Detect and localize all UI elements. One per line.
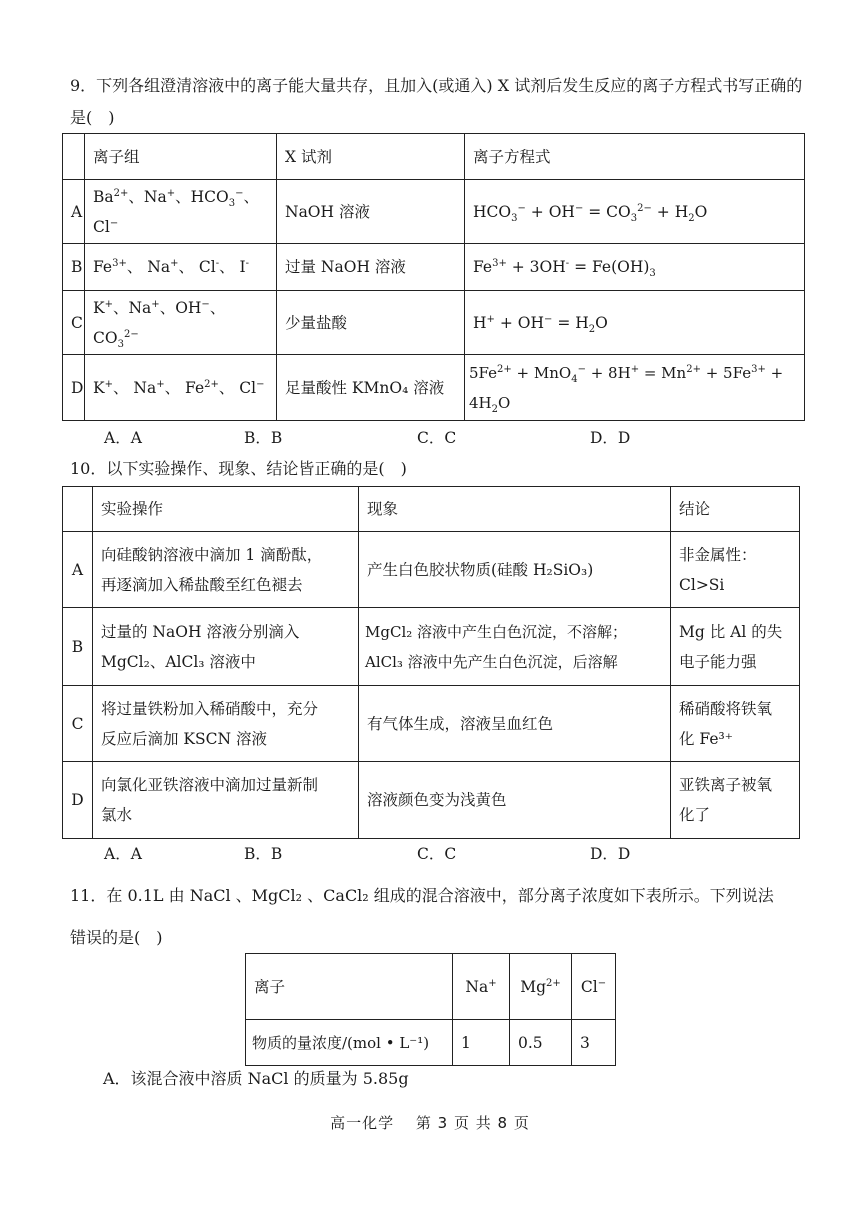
operation-line: 氯水 <box>101 806 133 824</box>
conclusion-line: 亚铁离子被氧 <box>679 776 773 794</box>
option-b[interactable]: B．B <box>244 845 283 863</box>
phenomenon-cell <box>359 608 671 686</box>
operation-line: 再逐滴加入稀盐酸至红色褪去 <box>101 575 303 594</box>
row-letter: D <box>63 762 93 839</box>
operation-cell <box>93 762 359 839</box>
q11-option-a[interactable]: A．该混合液中溶质 NaCl 的质量为 5.85g <box>103 1069 409 1088</box>
table-header-row <box>63 134 805 180</box>
table-row <box>63 762 800 839</box>
ion-mg-cell: $Mg^{2+}$ <box>510 954 572 1020</box>
row-letter: C <box>63 686 93 762</box>
header-phenomenon: 现象 <box>359 487 671 532</box>
conclusion-cell <box>671 532 800 608</box>
ion-group-cell: K+、Na+、OH−、$CO_3^{2-}$ <box>85 291 277 355</box>
q11-stem-line2: 错误的是( ) <box>70 928 163 947</box>
conclusion-line: 非金属性： <box>679 545 757 564</box>
option-a[interactable]: A．A <box>104 429 142 447</box>
ion-group-cell: $Fe^{3+}$、 Na+、 Cl-、 I- <box>85 244 277 291</box>
equation-cell: $H^+ + OH^- = H_2O$ <box>465 291 805 355</box>
phenomenon-cell <box>359 686 671 762</box>
page-footer: 高一化学 第 3 页 共 8 页 <box>330 1114 530 1132</box>
row-letter: A <box>63 180 85 244</box>
operation-line: MgCl₂、AlCl₃ 溶液中 <box>101 652 256 671</box>
option-d[interactable]: D．D <box>590 845 631 863</box>
equation-cell: $Fe^{3+} + 3OH^- = Fe(OH)_3$ <box>465 244 805 291</box>
table-row <box>63 686 800 762</box>
conclusion-line: 稀硝酸将铁氧 <box>679 699 773 718</box>
ion-na-cell: Na+ <box>453 954 510 1020</box>
table-row <box>63 608 800 686</box>
equation-cell: $HCO_3^- + OH^- = CO_3^{2-} + H_2O$ <box>465 180 805 244</box>
conclusion-line: Mg 比 Al 的失 <box>679 622 783 641</box>
row-letter: B <box>63 244 85 291</box>
q10-options <box>104 842 744 866</box>
phenomenon-line: 产生白色胶状物质(硅酸 H₂SiO₃) <box>367 560 594 579</box>
q11-stem-line1: 11．在 0.1L 由 NaCl 、MgCl₂ 、CaCl₂ 组成的混合溶液中，部分离子浓度如下表所示。下列说法 <box>70 886 774 905</box>
table-row <box>63 355 805 421</box>
conclusion-cell <box>671 686 800 762</box>
option-d[interactable]: D．D <box>590 429 631 447</box>
header-conclusion: 结论 <box>671 487 800 532</box>
conclusion-line: 化了 <box>679 806 711 824</box>
table-row <box>63 244 805 291</box>
header-reagent: X 试剂 <box>277 134 465 180</box>
operation-line: 过量的 NaOH 溶液分别滴入 <box>101 622 300 641</box>
q10-table <box>62 486 800 839</box>
q9-stem: 9．下列各组澄清溶液中的离子能大量共存，且加入(或通入) X 试剂后发生反应的离子方程式书写正确的是( ) <box>70 76 803 127</box>
conclusion-cell <box>671 762 800 839</box>
option-b[interactable]: B．B <box>244 429 283 447</box>
phenomenon-cell <box>359 532 671 608</box>
operation-cell <box>93 686 359 762</box>
option-a[interactable]: A．A <box>104 845 142 863</box>
q9-options <box>104 426 744 450</box>
phenomenon-cell <box>359 762 671 839</box>
conclusion-line: 化 Fe³⁺ <box>679 729 733 748</box>
conclusion-line: Cl>Si <box>679 575 725 594</box>
concentration-mg-cell: 0.5 <box>510 1020 572 1066</box>
table-header-row <box>63 487 800 532</box>
table-row <box>63 291 805 355</box>
phenomenon-line: AlCl₃ 溶液中先产生白色沉淀，后溶解 <box>365 652 618 671</box>
header-equation: 离子方程式 <box>465 134 805 180</box>
corner-cell <box>63 134 85 180</box>
row-letter: D <box>63 355 85 421</box>
row-letter: C <box>63 291 85 355</box>
reagent-cell: 足量酸性 KMnO₄ 溶液 <box>277 355 465 421</box>
option-c[interactable]: C．C <box>417 429 457 447</box>
row-letter: B <box>63 608 93 686</box>
reagent-cell: 过量 NaOH 溶液 <box>277 244 465 291</box>
concentration-cl-cell: 3 <box>572 1020 616 1066</box>
conclusion-line: 电子能力强 <box>679 652 757 671</box>
table-row <box>63 180 805 244</box>
header-ion-group: 离子组 <box>85 134 277 180</box>
operation-cell <box>93 532 359 608</box>
reagent-cell: NaOH 溶液 <box>277 180 465 244</box>
reagent-cell: 少量盐酸 <box>277 291 465 355</box>
phenomenon-line: 溶液颜色变为浅黄色 <box>367 791 507 809</box>
phenomenon-line: 有气体生成，溶液呈血红色 <box>367 714 554 733</box>
ion-group-cell: K+、 Na+、 $Fe^{2+}$、 Cl− <box>85 355 277 421</box>
q9-table <box>62 133 805 421</box>
conclusion-cell <box>671 608 800 686</box>
operation-line: 将过量铁粉加入稀硝酸中，充分 <box>101 699 319 718</box>
table-row <box>246 1020 616 1066</box>
operation-line: 向硅酸钠溶液中滴加 1 滴酚酞， <box>101 545 323 564</box>
ion-cl-cell: Cl− <box>572 954 616 1020</box>
concentration-na-cell: 1 <box>453 1020 510 1066</box>
row-letter: A <box>63 532 93 608</box>
operation-line: 反应后滴加 KSCN 溶液 <box>101 729 267 748</box>
ion-group-cell: $Ba^{2+}$、Na+、$HCO_3^-$、Cl− <box>85 180 277 244</box>
operation-cell <box>93 608 359 686</box>
phenomenon-line: MgCl₂ 溶液中产生白色沉淀，不溶解； <box>365 622 628 641</box>
q11-table <box>245 953 616 1066</box>
q10-stem: 10．以下实验操作、现象、结论皆正确的是( ) <box>70 459 407 478</box>
table-row <box>63 532 800 608</box>
header-operation: 实验操作 <box>93 487 359 532</box>
operation-line: 向氯化亚铁溶液中滴加过量新制 <box>101 776 319 794</box>
equation-cell: $5Fe^{2+} + MnO_4^- + 8H^+ = Mn^{2+} + 5Fe^{3+} + 4H_2O$ <box>465 355 805 421</box>
option-c[interactable]: C．C <box>417 845 457 863</box>
corner-cell <box>63 487 93 532</box>
table-row <box>246 954 616 1020</box>
concentration-label-cell: 物质的量浓度/(mol • L⁻¹) <box>246 1020 453 1066</box>
ion-label-cell: 离子 <box>246 954 453 1020</box>
